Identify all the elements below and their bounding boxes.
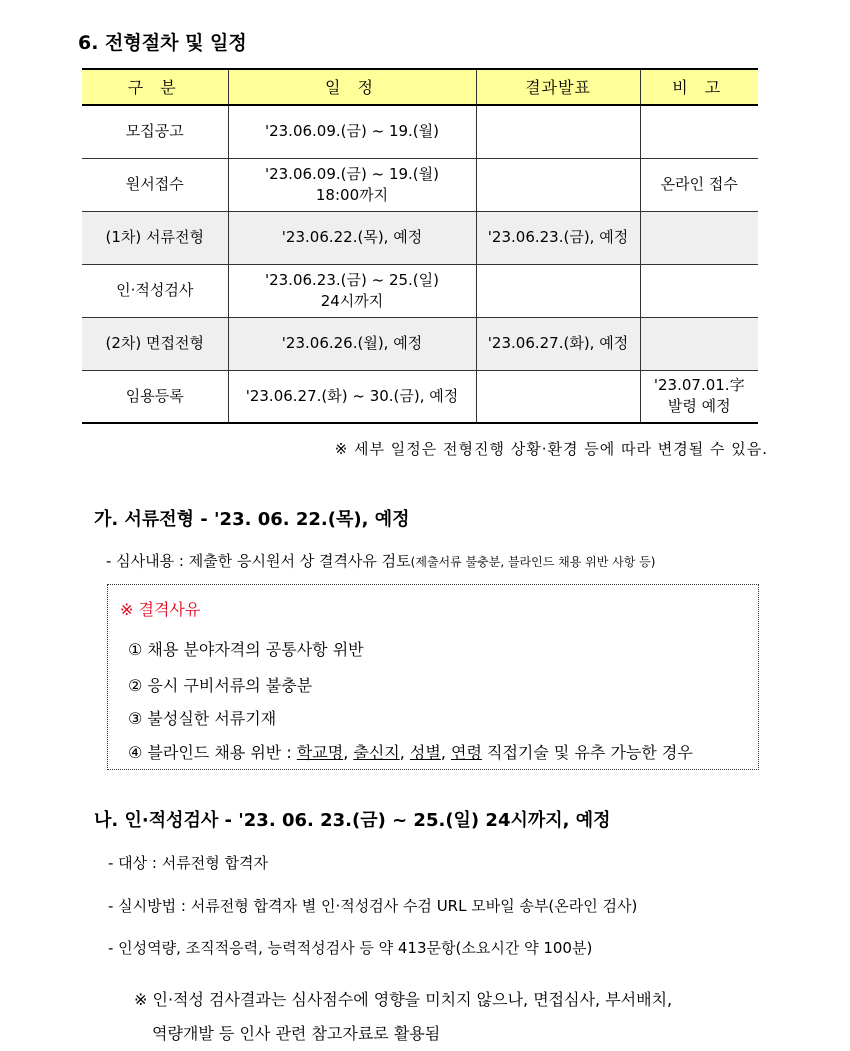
disqualification-box	[107, 584, 759, 770]
row-stage: 모집공고	[82, 105, 228, 158]
table-row	[82, 264, 758, 317]
table-header-row	[82, 69, 758, 105]
schedule-table	[82, 68, 758, 424]
header-category: 구 분	[82, 69, 228, 105]
row-stage: 원서접수	[82, 158, 228, 211]
row-schedule: '23.06.27.(화) ~ 30.(금), 예정	[228, 370, 476, 423]
list-item: ④ 블라인드 채용 위반 : 학교명, 출신지, 성별, 연령 직접기술 및 유추 가능한 경우	[128, 743, 693, 762]
row-result	[476, 158, 640, 211]
aptitude-note-line1: ※ 인·적성 검사결과는 심사점수에 영향을 미치지 않으나, 면접심사, 부서배치,	[134, 990, 673, 1009]
header-schedule: 일 정	[228, 69, 476, 105]
row-result: '23.06.27.(화), 예정	[476, 317, 640, 370]
table-row	[82, 211, 758, 264]
row-result	[476, 370, 640, 423]
row-schedule: '23.06.09.(금) ~ 19.(월) 18:00까지	[228, 158, 476, 211]
row-result	[476, 105, 640, 158]
row-note: '23.07.01.字 발령 예정	[640, 370, 758, 423]
table-row	[82, 158, 758, 211]
table-row	[82, 105, 758, 158]
section-title: 6. 전형절차 및 일정	[78, 32, 247, 54]
list-item: ③ 불성실한 서류기재	[128, 709, 277, 728]
row-stage: (1차) 서류전형	[82, 211, 228, 264]
aptitude-method: - 실시방법 : 서류전형 합격자 별 인·적성검사 수검 URL 모바일 송부(온라인 검사)	[108, 897, 638, 915]
row-note: 온라인 접수	[640, 158, 758, 211]
row-schedule: '23.06.09.(금) ~ 19.(월)	[228, 105, 476, 158]
row-note	[640, 264, 758, 317]
screening-content-line	[106, 550, 655, 571]
aptitude-target: - 대상 : 서류전형 합격자	[108, 854, 268, 872]
document-screening-title: 가. 서류전형 - '23. 06. 22.(목), 예정	[94, 509, 410, 530]
row-note	[640, 211, 758, 264]
row-schedule: '23.06.23.(금) ~ 25.(일) 24시까지	[228, 264, 476, 317]
row-schedule: '23.06.26.(월), 예정	[228, 317, 476, 370]
row-note	[640, 317, 758, 370]
row-schedule: '23.06.22.(목), 예정	[228, 211, 476, 264]
row-result: '23.06.23.(금), 예정	[476, 211, 640, 264]
row-result	[476, 264, 640, 317]
list-item: ② 응시 구비서류의 불충분	[128, 676, 313, 695]
row-note	[640, 105, 758, 158]
table-row	[82, 317, 758, 370]
disqualification-title: ※ 결격사유	[120, 600, 201, 619]
aptitude-test-title: 나. 인·적성검사 - '23. 06. 23.(금) ~ 25.(일) 24시까지, 예정	[94, 810, 611, 831]
header-result: 결과발표	[476, 69, 640, 105]
row-stage: 임용등록	[82, 370, 228, 423]
aptitude-tests: - 인성역량, 조직적응력, 능력적성검사 등 약 413문항(소요시간 약 100분)	[108, 939, 593, 957]
aptitude-note	[134, 983, 672, 1051]
screening-content-note: (제출서류 불충분, 블라인드 채용 위반 사항 등)	[410, 555, 656, 569]
screening-content-label: - 심사내용 : 제출한 응시원서 상 결격사유 검토	[106, 552, 411, 570]
aptitude-note-line2: 역량개발 등 인사 관련 참고자료로 활용됨	[152, 1024, 441, 1043]
table-row	[82, 370, 758, 423]
row-stage: 인·적성검사	[82, 264, 228, 317]
header-note: 비 고	[640, 69, 758, 105]
row-stage: (2차) 면접전형	[82, 317, 228, 370]
list-item: ① 채용 분야자격의 공통사항 위반	[128, 640, 364, 659]
table-footnote: ※ 세부 일정은 전형진행 상황·환경 등에 따라 변경될 수 있음.	[334, 440, 768, 458]
